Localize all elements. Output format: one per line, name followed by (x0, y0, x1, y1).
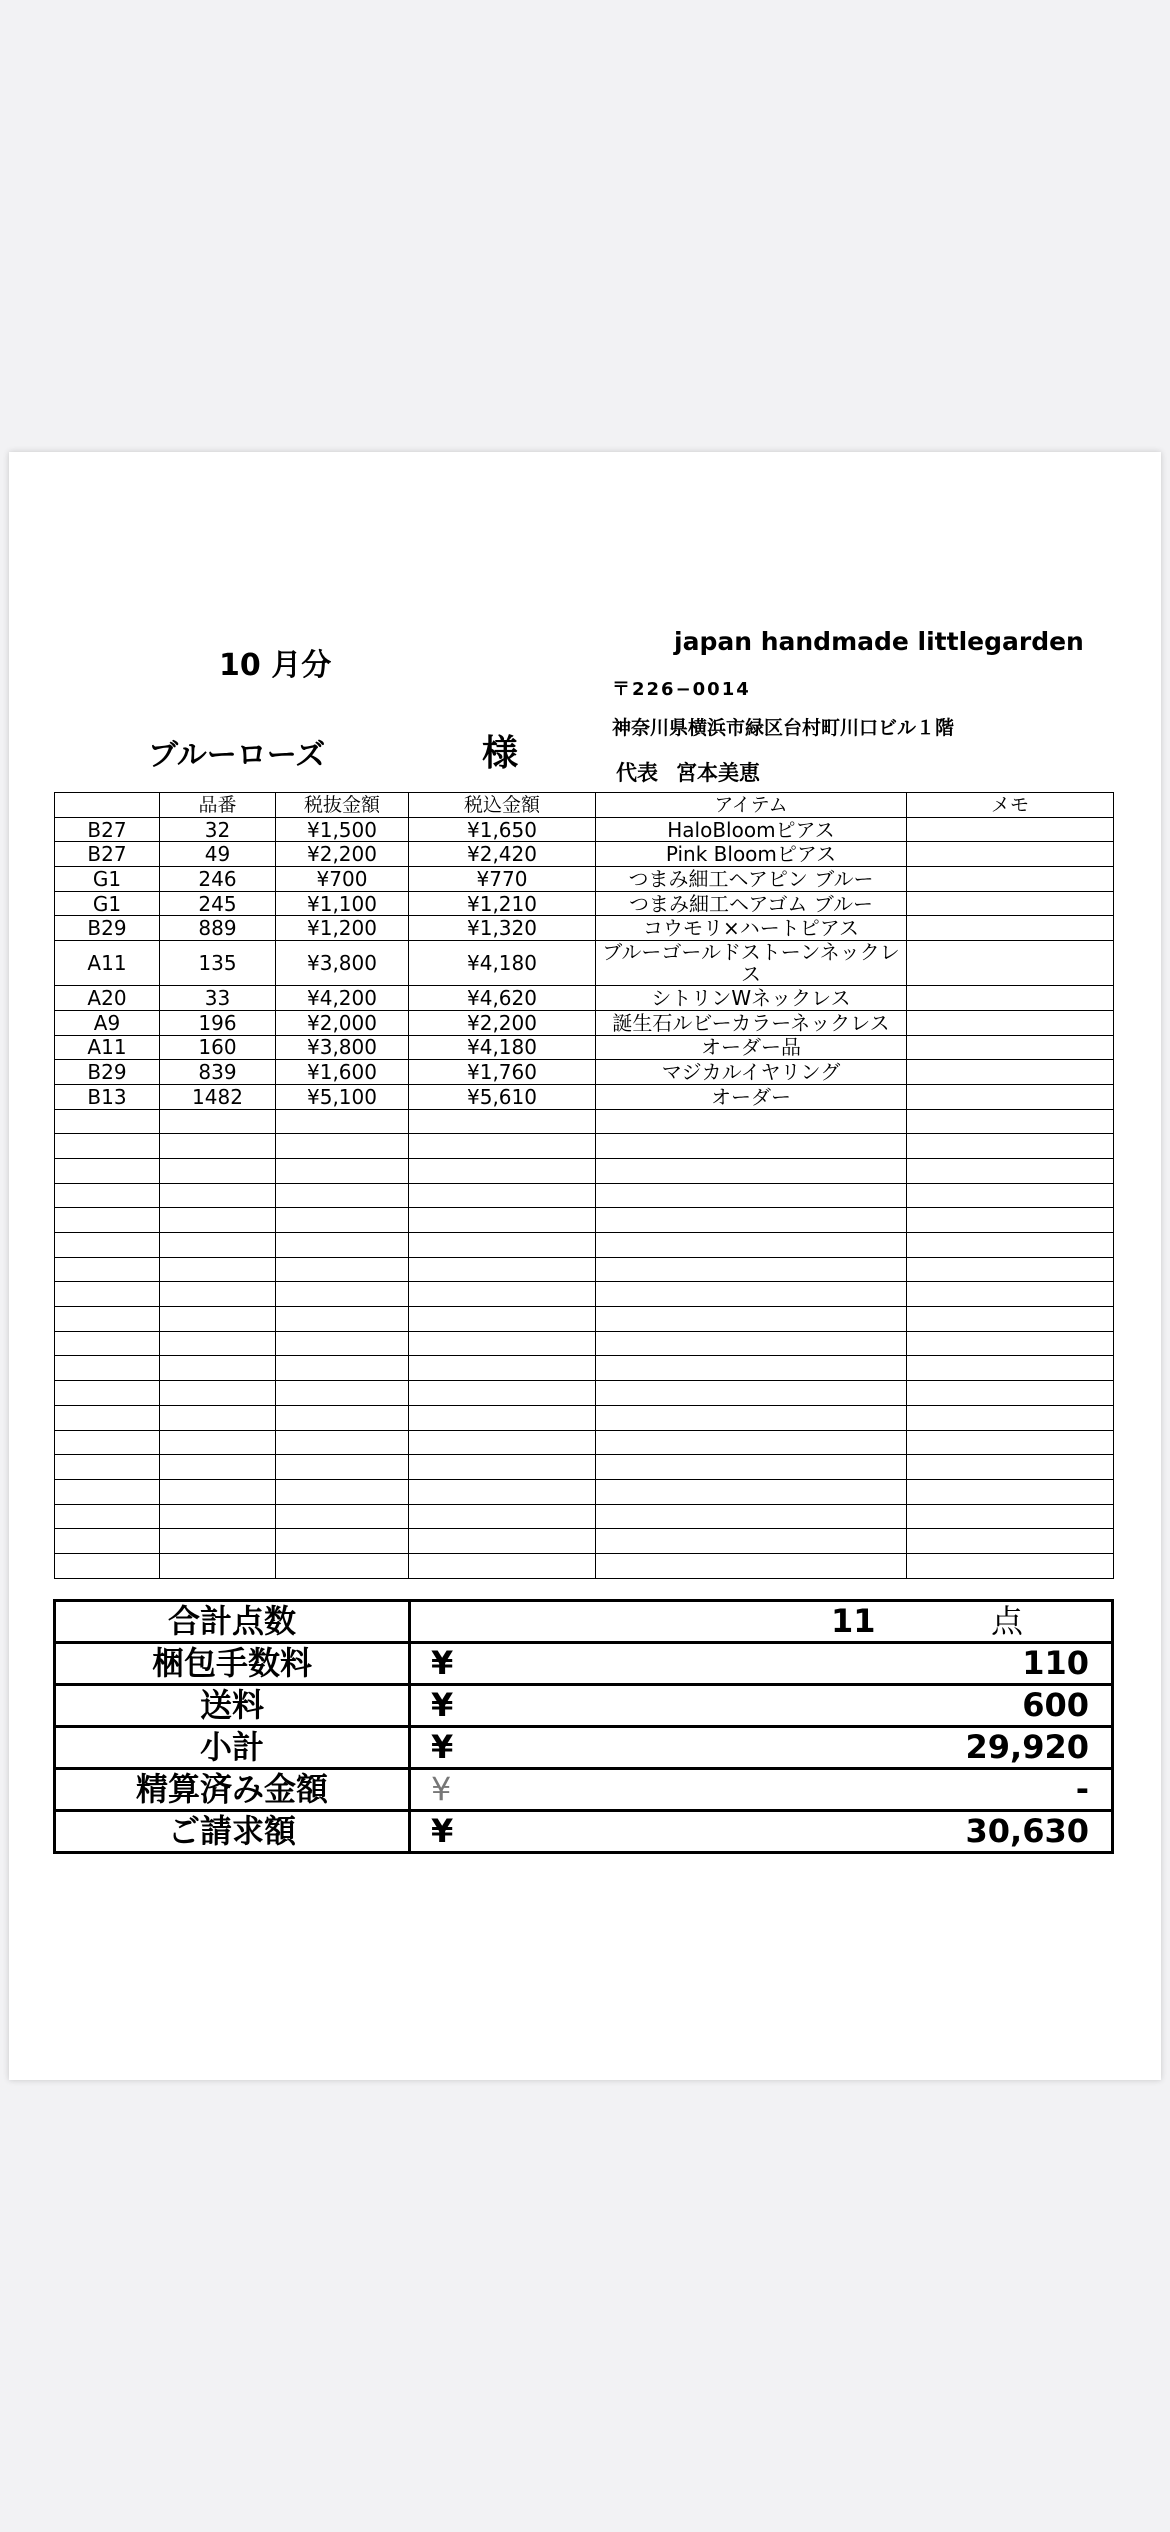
empty-table-row (55, 1183, 1114, 1208)
empty-cell (596, 1430, 907, 1455)
price-incl-tax-cell: ¥1,210 (409, 891, 596, 916)
memo-cell (907, 842, 1114, 867)
empty-cell (907, 1158, 1114, 1183)
empty-cell (160, 1134, 276, 1159)
empty-cell (907, 1331, 1114, 1356)
total-amount: - (1075, 1770, 1089, 1808)
empty-cell (55, 1158, 160, 1183)
empty-table-row (55, 1257, 1114, 1282)
empty-cell (276, 1553, 409, 1578)
table-row (55, 1010, 1114, 1035)
price-incl-tax-cell: ¥5,610 (409, 1084, 596, 1109)
total-value-cell (410, 1727, 1113, 1769)
table-row (55, 867, 1114, 892)
item-code-cell: A20 (55, 986, 160, 1011)
empty-cell (55, 1257, 160, 1282)
empty-cell (276, 1529, 409, 1554)
empty-cell (409, 1405, 596, 1430)
empty-cell (55, 1282, 160, 1307)
empty-cell (160, 1356, 276, 1381)
price-incl-tax-cell: ¥4,180 (409, 1035, 596, 1060)
empty-cell (409, 1257, 596, 1282)
item-code-cell: G1 (55, 867, 160, 892)
price-incl-tax-cell: ¥2,200 (409, 1010, 596, 1035)
item-name-cell: つまみ細工ヘアピン ブルー (596, 867, 907, 892)
empty-cell (907, 1529, 1114, 1554)
empty-cell (55, 1109, 160, 1134)
memo-cell (907, 1084, 1114, 1109)
empty-cell (276, 1158, 409, 1183)
empty-table-row (55, 1282, 1114, 1307)
price-excl-tax-cell: ¥1,600 (276, 1060, 409, 1085)
rep-title: 代表 (616, 761, 658, 785)
yen-sign: ¥ (431, 1812, 454, 1850)
empty-cell (596, 1233, 907, 1258)
empty-cell (907, 1134, 1114, 1159)
empty-cell (55, 1183, 160, 1208)
item-name-cell: Pink Bloomピアス (596, 842, 907, 867)
empty-cell (596, 1504, 907, 1529)
rep-name: 宮本美恵 (676, 761, 760, 785)
empty-cell (276, 1134, 409, 1159)
empty-cell (55, 1381, 160, 1406)
empty-table-row (55, 1479, 1114, 1504)
customer-name: ブルーローズ (148, 738, 326, 773)
memo-cell (907, 867, 1114, 892)
empty-cell (596, 1405, 907, 1430)
empty-cell (907, 1381, 1114, 1406)
memo-cell (907, 1035, 1114, 1060)
empty-table-row (55, 1208, 1114, 1233)
empty-cell (276, 1109, 409, 1134)
column-header: 税抜金額 (276, 793, 409, 818)
empty-cell (160, 1282, 276, 1307)
memo-cell (907, 1010, 1114, 1035)
price-incl-tax-cell: ¥4,620 (409, 986, 596, 1011)
empty-cell (55, 1405, 160, 1430)
total-count-unit: 点 (991, 1602, 1024, 1640)
billing-month: 10 月分 (219, 648, 332, 683)
empty-cell (596, 1282, 907, 1307)
price-excl-tax-cell: ¥1,200 (276, 916, 409, 941)
empty-cell (160, 1109, 276, 1134)
empty-cell (276, 1282, 409, 1307)
empty-cell (409, 1183, 596, 1208)
honorific: 様 (482, 733, 519, 774)
empty-table-row (55, 1529, 1114, 1554)
price-excl-tax-cell: ¥700 (276, 867, 409, 892)
item-number-cell: 246 (160, 867, 276, 892)
price-incl-tax-cell: ¥770 (409, 867, 596, 892)
empty-table-row (55, 1307, 1114, 1332)
empty-cell (907, 1455, 1114, 1480)
items-table (54, 792, 1114, 1579)
empty-cell (160, 1430, 276, 1455)
memo-cell (907, 1060, 1114, 1085)
table-row (55, 916, 1114, 941)
total-value-cell (410, 1643, 1113, 1685)
table-row (55, 1084, 1114, 1109)
total-row (55, 1769, 1113, 1811)
representative (616, 757, 778, 787)
empty-cell (55, 1331, 160, 1356)
table-row (55, 941, 1114, 986)
column-header: アイテム (596, 793, 907, 818)
empty-cell (907, 1208, 1114, 1233)
empty-cell (160, 1405, 276, 1430)
empty-table-row (55, 1134, 1114, 1159)
empty-cell (596, 1109, 907, 1134)
total-amount: 29,920 (965, 1728, 1089, 1766)
empty-cell (409, 1331, 596, 1356)
empty-cell (55, 1208, 160, 1233)
empty-cell (596, 1529, 907, 1554)
item-number-cell: 196 (160, 1010, 276, 1035)
empty-cell (276, 1208, 409, 1233)
item-number-cell: 839 (160, 1060, 276, 1085)
empty-cell (409, 1479, 596, 1504)
empty-cell (160, 1553, 276, 1578)
empty-cell (409, 1553, 596, 1578)
empty-cell (160, 1504, 276, 1529)
empty-cell (160, 1183, 276, 1208)
empty-cell (276, 1331, 409, 1356)
postal-code: 〒226−0014 (612, 679, 751, 700)
empty-table-row (55, 1405, 1114, 1430)
empty-cell (907, 1356, 1114, 1381)
price-excl-tax-cell: ¥3,800 (276, 1035, 409, 1060)
memo-cell (907, 817, 1114, 842)
empty-cell (596, 1208, 907, 1233)
price-incl-tax-cell: ¥1,320 (409, 916, 596, 941)
empty-cell (55, 1553, 160, 1578)
empty-cell (55, 1479, 160, 1504)
total-value-cell (410, 1685, 1113, 1727)
item-name-cell: つまみ細工ヘアゴム ブルー (596, 891, 907, 916)
empty-cell (596, 1257, 907, 1282)
empty-cell (409, 1381, 596, 1406)
empty-table-row (55, 1381, 1114, 1406)
empty-cell (160, 1158, 276, 1183)
empty-cell (596, 1183, 907, 1208)
empty-cell (596, 1331, 907, 1356)
total-count-value: 11 (831, 1602, 876, 1640)
item-name-cell: オーダー品 (596, 1035, 907, 1060)
empty-cell (55, 1504, 160, 1529)
price-excl-tax-cell: ¥3,800 (276, 941, 409, 986)
item-name-cell: マジカルイヤリング (596, 1060, 907, 1085)
total-label: 送料 (55, 1685, 410, 1727)
item-number-cell: 889 (160, 916, 276, 941)
empty-table-row (55, 1356, 1114, 1381)
empty-cell (907, 1430, 1114, 1455)
empty-cell (907, 1233, 1114, 1258)
price-excl-tax-cell: ¥5,100 (276, 1084, 409, 1109)
empty-cell (160, 1455, 276, 1480)
item-code-cell: A11 (55, 941, 160, 986)
empty-cell (907, 1504, 1114, 1529)
shop-name: japan handmade littlegarden (674, 627, 1084, 656)
table-row (55, 1060, 1114, 1085)
empty-cell (907, 1183, 1114, 1208)
total-value-cell (410, 1769, 1113, 1811)
empty-cell (409, 1529, 596, 1554)
memo-cell (907, 941, 1114, 986)
item-code-cell: B13 (55, 1084, 160, 1109)
empty-table-row (55, 1430, 1114, 1455)
empty-cell (276, 1504, 409, 1529)
item-number-cell: 160 (160, 1035, 276, 1060)
empty-cell (409, 1233, 596, 1258)
empty-cell (276, 1356, 409, 1381)
memo-cell (907, 916, 1114, 941)
price-incl-tax-cell: ¥1,760 (409, 1060, 596, 1085)
total-count-cell (410, 1601, 1113, 1643)
item-code-cell: A11 (55, 1035, 160, 1060)
empty-cell (596, 1158, 907, 1183)
price-excl-tax-cell: ¥4,200 (276, 986, 409, 1011)
item-name-cell: シトリンWネックレス (596, 986, 907, 1011)
empty-cell (596, 1553, 907, 1578)
price-incl-tax-cell: ¥1,650 (409, 817, 596, 842)
total-row (55, 1685, 1113, 1727)
empty-cell (409, 1208, 596, 1233)
table-row (55, 1035, 1114, 1060)
total-label: 梱包手数料 (55, 1643, 410, 1685)
total-amount: 30,630 (965, 1812, 1089, 1850)
table-row (55, 842, 1114, 867)
item-number-cell: 135 (160, 941, 276, 986)
item-name-cell: オーダー (596, 1084, 907, 1109)
empty-cell (409, 1455, 596, 1480)
item-code-cell: B29 (55, 916, 160, 941)
empty-cell (276, 1233, 409, 1258)
empty-cell (276, 1405, 409, 1430)
empty-cell (276, 1307, 409, 1332)
item-code-cell: B29 (55, 1060, 160, 1085)
total-count-label: 合計点数 (55, 1601, 410, 1643)
table-header-row (55, 793, 1114, 818)
item-number-cell: 33 (160, 986, 276, 1011)
empty-cell (160, 1257, 276, 1282)
item-number-cell: 1482 (160, 1084, 276, 1109)
yen-sign: ¥ (431, 1686, 454, 1724)
empty-cell (907, 1479, 1114, 1504)
empty-cell (55, 1307, 160, 1332)
empty-cell (55, 1233, 160, 1258)
total-label: 精算済み金額 (55, 1769, 410, 1811)
empty-cell (160, 1529, 276, 1554)
total-amount: 110 (1022, 1644, 1089, 1682)
column-header: 税込金額 (409, 793, 596, 818)
total-label: 小計 (55, 1727, 410, 1769)
memo-cell (907, 891, 1114, 916)
item-name-cell: コウモリ×ハートピアス (596, 916, 907, 941)
yen-sign: ¥ (431, 1770, 452, 1808)
empty-cell (276, 1430, 409, 1455)
item-code-cell: B27 (55, 842, 160, 867)
price-incl-tax-cell: ¥4,180 (409, 941, 596, 986)
empty-cell (409, 1109, 596, 1134)
total-row (55, 1727, 1113, 1769)
item-name-cell: 誕生石ルビーカラーネックレス (596, 1010, 907, 1035)
empty-cell (409, 1504, 596, 1529)
item-number-cell: 245 (160, 891, 276, 916)
total-value-cell (410, 1811, 1113, 1853)
item-number-cell: 49 (160, 842, 276, 867)
yen-sign: ¥ (431, 1728, 454, 1766)
empty-table-row (55, 1553, 1114, 1578)
totals-table (53, 1599, 1114, 1854)
empty-cell (160, 1208, 276, 1233)
empty-cell (596, 1307, 907, 1332)
empty-cell (160, 1233, 276, 1258)
empty-cell (55, 1455, 160, 1480)
empty-cell (907, 1257, 1114, 1282)
empty-cell (276, 1183, 409, 1208)
empty-cell (55, 1356, 160, 1381)
empty-cell (160, 1479, 276, 1504)
empty-cell (160, 1331, 276, 1356)
empty-cell (409, 1430, 596, 1455)
item-name-cell: ブルーゴールドストーンネックレス (596, 941, 907, 986)
price-excl-tax-cell: ¥2,000 (276, 1010, 409, 1035)
price-incl-tax-cell: ¥2,420 (409, 842, 596, 867)
empty-cell (907, 1109, 1114, 1134)
empty-table-row (55, 1233, 1114, 1258)
empty-table-row (55, 1455, 1114, 1480)
item-code-cell: A9 (55, 1010, 160, 1035)
empty-cell (596, 1356, 907, 1381)
total-row (55, 1811, 1113, 1853)
empty-cell (276, 1479, 409, 1504)
empty-cell (409, 1307, 596, 1332)
empty-table-row (55, 1109, 1114, 1134)
empty-cell (276, 1381, 409, 1406)
item-number-cell: 32 (160, 817, 276, 842)
yen-sign: ¥ (431, 1644, 454, 1682)
empty-table-row (55, 1504, 1114, 1529)
empty-cell (907, 1553, 1114, 1578)
price-excl-tax-cell: ¥2,200 (276, 842, 409, 867)
empty-cell (160, 1381, 276, 1406)
empty-cell (276, 1455, 409, 1480)
empty-cell (907, 1307, 1114, 1332)
empty-cell (160, 1307, 276, 1332)
empty-cell (55, 1134, 160, 1159)
empty-cell (409, 1134, 596, 1159)
item-code-cell: G1 (55, 891, 160, 916)
empty-table-row (55, 1331, 1114, 1356)
empty-cell (596, 1134, 907, 1159)
empty-cell (409, 1356, 596, 1381)
empty-cell (596, 1455, 907, 1480)
empty-cell (276, 1257, 409, 1282)
column-header (55, 793, 160, 818)
table-row (55, 986, 1114, 1011)
item-code-cell: B27 (55, 817, 160, 842)
table-row (55, 817, 1114, 842)
column-header: メモ (907, 793, 1114, 818)
empty-cell (596, 1381, 907, 1406)
empty-cell (409, 1282, 596, 1307)
memo-cell (907, 986, 1114, 1011)
item-name-cell: HaloBloomピアス (596, 817, 907, 842)
total-count-row (55, 1601, 1113, 1643)
table-row (55, 891, 1114, 916)
total-row (55, 1643, 1113, 1685)
column-header: 品番 (160, 793, 276, 818)
empty-cell (55, 1529, 160, 1554)
empty-cell (907, 1405, 1114, 1430)
shop-address: 神奈川県横浜市緑区台村町川口ビル１階 (612, 717, 955, 739)
price-excl-tax-cell: ¥1,500 (276, 817, 409, 842)
empty-cell (409, 1158, 596, 1183)
empty-table-row (55, 1158, 1114, 1183)
empty-cell (907, 1282, 1114, 1307)
empty-cell (596, 1479, 907, 1504)
price-excl-tax-cell: ¥1,100 (276, 891, 409, 916)
empty-cell (55, 1430, 160, 1455)
total-amount: 600 (1022, 1686, 1089, 1724)
total-label: ご請求額 (55, 1811, 410, 1853)
